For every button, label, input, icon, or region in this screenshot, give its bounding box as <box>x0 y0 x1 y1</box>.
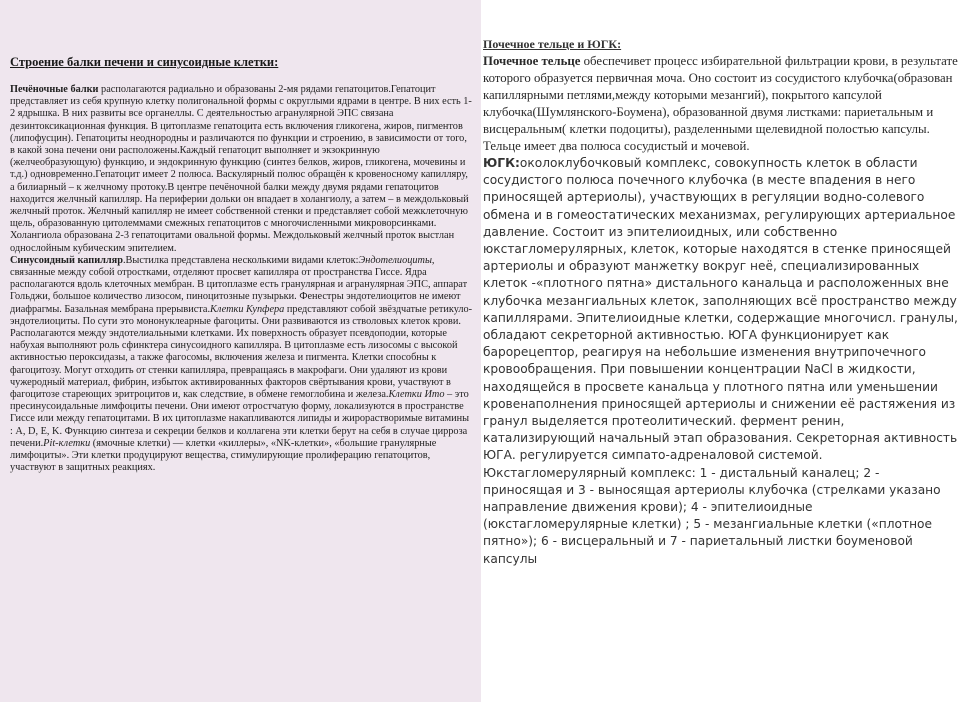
sinusoid-text-d: – это пресинусоидальные лимфоциты печени. Они имеют отростчатую форму, локализуются в пространстве Гиссе или между гепатоцитами. В их цитоплазме накапливаются липиды и жирорастворимые витамины : A, D, E, K. Функцию синтеза и секреции белков и коллагена эти клетки берут на себя в случае цирроза печени. <box>10 389 470 449</box>
liver-section-body <box>10 84 473 475</box>
liver-beams-term: Печёночные балки <box>10 84 99 95</box>
pit-cells-term: Pit-клетки <box>43 437 91 449</box>
renal-corpuscle-text: обеспечивет процесс избирательной фильтрации крови, в результате которого образуется первичная моча. Оно состоит из сосудистого клубочка(образован капиллярными петлями,между которыми мезангий), покрытого капсулой клубочка(Шумлянского-Боумена), образованной двумя листками: париетальным и висцеральным( клетки подоциты), разделенными щелевидной полостью капсулы. Тельце имеет два полюса сосудистый и мочевой. <box>483 54 958 153</box>
liver-section-title: Строение балки печени и синусоидные клетки: <box>10 55 279 69</box>
renal-corpuscle-paragraph <box>483 53 960 155</box>
endotheliocytes-term: Эндотелиоциты <box>358 254 432 266</box>
renal-corpuscle-term: Почечное тельце <box>483 54 581 68</box>
kupffer-cells-term: Клетки Купфера <box>210 303 285 315</box>
ito-cells-term: Клетки Ито <box>388 389 445 401</box>
jga-text: околоклубочковый комплекс, совокупность клеток в области сосудистого полюса почечного клубочка (в месте впадения в него приносящей артериолы), участвующих в регуляции водно-солевого обмена и в гомеостатических механизмах, регулирующих артериальное давление. Состоит из эпителиоидных, или собственно юкстагломерулярных, клеток, которые находятся в стенке приносящей артериолы и образуют манжетку вокруг неё, специализированных клеток -«плотного пятна» дистального канальца и расположенных вне клубочка мезангиальных клеток, заполняющих всё пространство между капиллярами. Эпителиоидные клетки, содержащие многочисл. гранулы, обладают секреторной активностью. ЮГА функционирует как барорецептор, реагируя на небольшие изменения внутрипочечного кровообращения. При повышении концентрации NaCl в жидкости, находящейся в просвете канальца у плотного пятна или уменьшении кровенаполнения приносящей артериолы и снижении её растяжения из гранул выделяется протеолитический. фермент ренин, катализирующий начальный этап образования. Секреторная активность ЮГА. регулируется симпато-адреналовой системой. <box>483 156 958 463</box>
sinusoid-text-b: , связанные между собой отростками, отделяют просвет капилляра от пространства Гиссе. Ядра располагаются вдоль клеточных мембран. В цитоплазме есть гранулярная и агранулярная ЭПС, аппарат Гольджи, большое количество лизосом, пиноцитозные пузырьки. Фенестры эндотелиоцитов не имеют диафрагмы. Базальная мембрана прерывиста. <box>10 254 468 315</box>
sinusoid-capillary-term: Синусоидный капилляр <box>10 254 123 266</box>
liver-beams-text: располагаются радиально и образованы 2-мя рядами гепатоцитов.Гепатоцит представляет из себя крупную клетку полигональной формы с округлыми ядрами в центре. В них есть 1-2 ядрышка. В них развиты все органеллы. С деятельностью агранулярной ЭПС связана дезинтоксикационная функция. В цитоплазме гепатоцита есть включения гликогена, жиров, пигментов (липофусцин). Гепатоциты неоднородны и различаются по функции и строению, в зависимости от того, в какой зона печени они расположены.Каждый гепатоцит выполняет и экзокринную (желчеобразующую) функцию, и эндокринную функцию (синтез белков, жиров, гликогена, мочевины и т.д.) одновременно.Гепатоцит имеет 2 полюса. Васкулярный полюс обращён к кровеносному капилляру, а билиарный – к желчному протоку.В центре печёночной балки между двумя рядами гепатоцитов находится желчный капилляр. На периферии дольки он впадает в холангиолу, а затем – в междольковый желчный проток. Желчный капилляр не имеет собственной стенки и представляет собой межклеточную щель, образованную цитолеммами смежных гепатоцитов с многочисленными микроворсинками. Холангиола образована 2-3 гепатоцитами овальной формы. Междольковый желчный проток выстлан однослойным кубическим эпителием. <box>10 84 472 254</box>
kidney-section-title: Почечное тельце и ЮГК: <box>483 37 622 51</box>
right-text-panel <box>481 0 960 720</box>
sinusoid-text-c: представляют собой звёздчатые ретикуло-эндотелиоциты. По сути это мононуклеарные фагоциты. Они развиваются из стволовых клеток крови. Располагаются между эндотелиальными клетками. Их поверхность образует псевдоподии, которые набухая выполняют роль сфинктера синусоидного капилляра. В цитоплазме есть лизосомы с высокой активностью пероксидазы, а также фагосомы, включения железа и пигмента. Клетки способны к фагоцитозу. Могут отходить от стенки капилляра, превращаясь в макрофаги. Они удаляют из крови чужеродный материал, фибрин, избыток активированных факторов свёртывания крови, участвуют в фагоцитозе стареющих эритроцитов и, как следствие, в обмене гемоглобина и железа. <box>10 303 473 401</box>
jga-term: ЮГК: <box>483 156 520 170</box>
jga-figure-caption: Юкстагломерулярный комплекс: 1 - дистальный каналец; 2 - приносящая и 3 - выносящая артериолы клубочка (стрелками указано направление движения крови); 4 - эпителиоидные (юкстагломерулярные клетки) ; 5 - мезангиальные клетки («плотное пятно»); 6 - висцеральный и 7 - париетальный листки боуменовой капсулы <box>483 465 941 566</box>
sinusoid-text-a: .Выстилка представлена несколькими видами клеток: <box>122 254 359 266</box>
sinusoid-text-e: (ямочные клетки) — клетки «киллеры», «NK-клетки», «большие гранулярные лимфоциты». Эти клетки продуцируют вещества, стимулирующие пролиферацию гепатоцитов, участвуют в защитных реакциях. <box>10 437 437 474</box>
jga-paragraph <box>483 155 960 568</box>
left-text-panel <box>0 0 481 702</box>
